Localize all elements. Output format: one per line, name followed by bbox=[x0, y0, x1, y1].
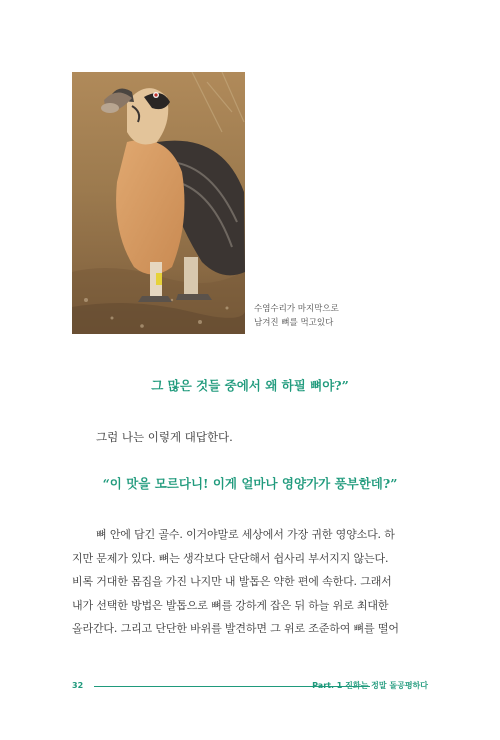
page-number: 32 bbox=[72, 681, 84, 690]
caption-line-1: 수염수리가 마지막으로 bbox=[254, 304, 339, 314]
body-paragraph bbox=[72, 523, 422, 641]
body-line: 내가 선택한 방법은 발톱으로 뼈를 강하게 잡은 뒤 하늘 위로 최대한 bbox=[72, 598, 389, 612]
body-line: 뼈 안에 담긴 골수. 이거야말로 세상에서 가장 귀한 영양소다. 하 bbox=[96, 528, 395, 541]
reply-paragraph: 그럼 나는 이렇게 대답한다. bbox=[96, 430, 233, 444]
quote-question: 그 많은 것들 중에서 왜 하필 뼈야?” bbox=[151, 378, 349, 393]
body-line: 지만 문제가 있다. 뼈는 생각보다 단단해서 쉽사리 부서지지 않는다. bbox=[72, 551, 389, 565]
caption-line-2: 남겨진 뼈를 먹고있다 bbox=[254, 318, 334, 328]
body-line: 올라간다. 그리고 단단한 바위를 발견하면 그 위로 조준하여 뼈를 떨어 bbox=[72, 622, 399, 635]
photo-caption bbox=[254, 302, 414, 330]
page-footer bbox=[72, 681, 428, 693]
body-line: 비록 거대한 몸집을 가진 나지만 내 발톱은 약한 편에 속한다. 그래서 bbox=[72, 575, 392, 588]
part-label: Part. 1 진화는 정말 돌공평하다 bbox=[312, 681, 428, 690]
vulture-photo bbox=[72, 72, 245, 334]
quote-answer: “이 맛을 모르다니! 이게 얼마나 영양가가 풍부한데?” bbox=[102, 476, 398, 491]
